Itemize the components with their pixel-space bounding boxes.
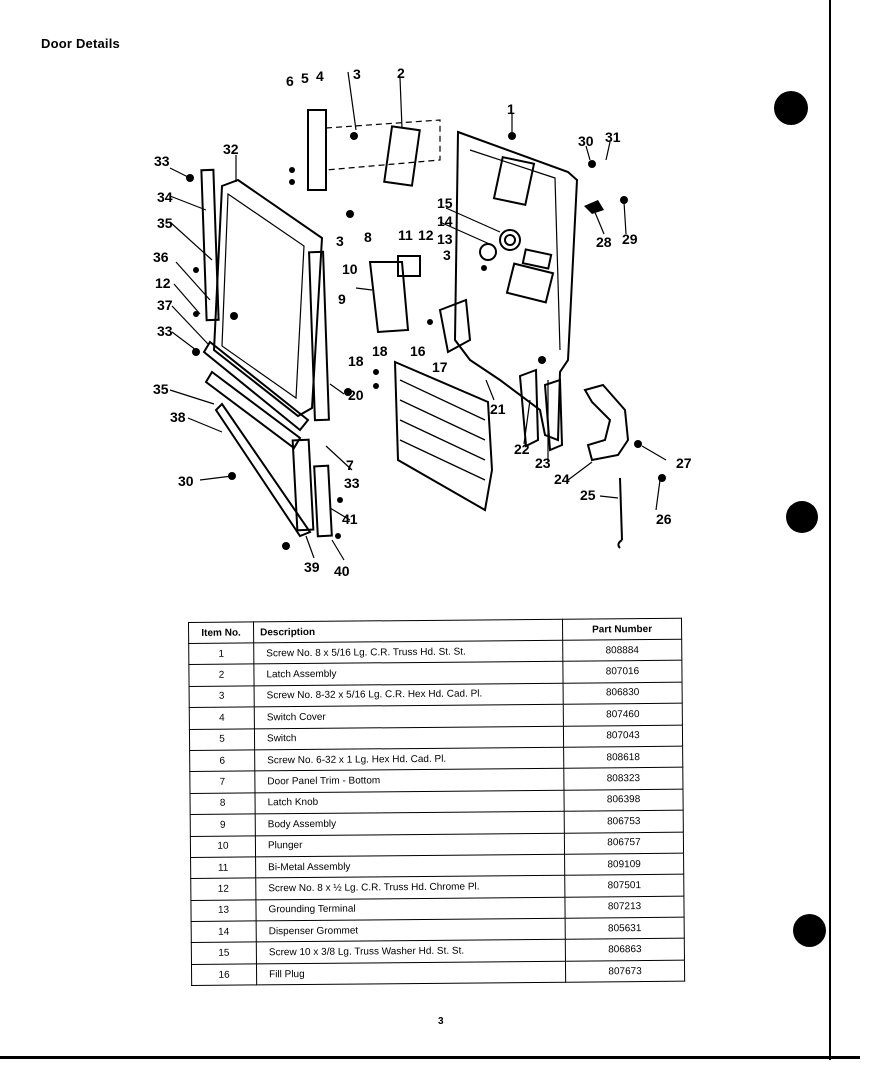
cell-description: Door Panel Trim - Bottom — [255, 769, 564, 793]
cell-description: Body Assembly — [255, 811, 564, 835]
cell-part-number: 806398 — [564, 789, 683, 811]
cell-part-number: 807016 — [563, 661, 682, 683]
callout-34: 34 — [157, 189, 173, 205]
callout-24: 24 — [554, 471, 570, 487]
cell-description: Latch Knob — [255, 790, 564, 814]
cell-description: Fill Plug — [256, 961, 565, 985]
cell-part-number: 805631 — [565, 917, 684, 939]
binder-hole-bottom — [793, 914, 826, 947]
cell-item: 13 — [191, 900, 256, 922]
cell-item: 6 — [190, 750, 255, 772]
callout-40: 40 — [334, 563, 350, 579]
cell-description: Screw No. 8 x ½ Lg. C.R. Truss Hd. Chrome Pl. — [256, 876, 565, 900]
callout-3c: 3 — [336, 233, 344, 249]
callout-4: 4 — [316, 68, 324, 84]
callout-3b: 3 — [443, 247, 451, 263]
cell-item: 14 — [191, 921, 256, 943]
callout-11: 11 — [398, 227, 413, 243]
callout-27: 27 — [676, 455, 692, 471]
cell-part-number: 808323 — [564, 768, 683, 790]
callout-2: 2 — [397, 65, 405, 81]
callout-12a: 12 — [418, 227, 434, 243]
cell-item: 11 — [191, 857, 256, 879]
binder-hole-top — [774, 91, 808, 125]
callout-22: 22 — [514, 441, 530, 457]
callout-29: 29 — [622, 231, 638, 247]
page-edge-bottom — [0, 1056, 860, 1059]
cell-part-number: 807673 — [565, 960, 684, 982]
exploded-door-diagram — [150, 60, 710, 590]
cell-description: Dispenser Grommet — [256, 918, 565, 942]
callout-9: 9 — [338, 291, 346, 307]
cell-item: 5 — [189, 728, 254, 750]
callout-30b: 30 — [178, 473, 194, 489]
cell-item: 12 — [191, 878, 256, 900]
cell-item: 8 — [190, 793, 255, 815]
cell-description: Screw No. 8-32 x 5/16 Lg. C.R. Hex Hd. Cad. Pl. — [254, 683, 563, 707]
cell-part-number: 809109 — [565, 853, 684, 875]
cell-item: 10 — [190, 835, 255, 857]
callout-28: 28 — [596, 234, 612, 250]
page-title: Door Details — [41, 36, 120, 51]
cell-item: 1 — [189, 643, 254, 665]
callout-6a: 6 — [286, 73, 294, 89]
cell-item: 4 — [189, 707, 254, 729]
binder-hole-middle — [786, 501, 818, 533]
callout-39: 39 — [304, 559, 320, 575]
callout-35a: 35 — [157, 215, 173, 231]
table-row — [191, 960, 684, 986]
callout-5: 5 — [301, 70, 309, 86]
cell-part-number: 807213 — [565, 896, 684, 918]
callout-41: 41 — [342, 511, 358, 527]
page-edge-right — [829, 0, 831, 1060]
cell-description: Bi-Metal Assembly — [256, 854, 565, 878]
callout-7: 7 — [346, 457, 354, 473]
callout-14: 14 — [437, 213, 453, 229]
cell-item: 15 — [191, 942, 256, 964]
callout-26: 26 — [656, 511, 672, 527]
callout-21: 21 — [490, 401, 506, 417]
callout-15: 15 — [437, 195, 453, 211]
callout-10: 10 — [342, 261, 358, 277]
callout-23: 23 — [535, 455, 551, 471]
cell-description: Screw No. 6-32 x 1 Lg. Hex Hd. Cad. Pl. — [255, 747, 564, 771]
callout-25: 25 — [580, 487, 596, 503]
inner-door-liner — [214, 180, 322, 416]
callout-33a: 33 — [154, 153, 170, 169]
callout-17: 17 — [432, 359, 448, 375]
callout-18a: 18 — [372, 343, 388, 359]
cell-description: Latch Assembly — [254, 662, 563, 686]
cell-part-number: 807501 — [565, 874, 684, 896]
cell-part-number: 807460 — [563, 703, 682, 725]
cell-part-number: 807043 — [563, 725, 682, 747]
cell-description: Plunger — [255, 833, 564, 857]
cell-part-number: 806863 — [565, 939, 684, 961]
callout-38: 38 — [170, 409, 186, 425]
callout-12b: 12 — [155, 275, 171, 291]
cell-description: Switch — [254, 726, 563, 750]
cell-description: Screw No. 8 x 5/16 Lg. C.R. Truss Hd. St. St. — [254, 640, 563, 664]
cell-item: 3 — [189, 686, 254, 708]
cell-part-number: 806757 — [564, 832, 683, 854]
column-header-description: Description — [254, 619, 563, 643]
cell-part-number: 806753 — [564, 810, 683, 832]
column-header-part-number: Part Number — [562, 618, 681, 640]
parts-table — [188, 618, 685, 987]
callout-35b: 35 — [153, 381, 169, 397]
cell-part-number: 808618 — [564, 746, 683, 768]
callout-20: 20 — [348, 387, 364, 403]
callout-1: 1 — [507, 101, 515, 117]
callout-16: 16 — [410, 343, 426, 359]
cell-item: 2 — [189, 664, 254, 686]
callout-33b: 33 — [157, 323, 173, 339]
callout-13: 13 — [437, 231, 453, 247]
callout-30a: 30 — [578, 133, 594, 149]
callout-3a: 3 — [353, 66, 361, 82]
callout-33c: 33 — [344, 475, 360, 491]
page-number: 3 — [438, 1016, 444, 1027]
callout-18b: 18 — [348, 353, 364, 369]
cell-item: 7 — [190, 771, 255, 793]
callout-37: 37 — [157, 297, 173, 313]
parts-table-body — [189, 639, 685, 986]
cell-description: Screw 10 x 3/8 Lg. Truss Washer Hd. St. St. — [256, 940, 565, 964]
callout-36: 36 — [153, 249, 169, 265]
callout-8: 8 — [364, 229, 372, 245]
cell-part-number: 808884 — [563, 639, 682, 661]
cell-part-number: 806830 — [563, 682, 682, 704]
cell-description: Switch Cover — [254, 704, 563, 728]
cell-item: 9 — [190, 814, 255, 836]
column-header-item: Item No. — [189, 622, 254, 644]
callout-32: 32 — [223, 141, 239, 157]
callout-31: 31 — [605, 129, 621, 145]
cell-item: 16 — [191, 964, 256, 986]
cell-description: Grounding Terminal — [256, 897, 565, 921]
